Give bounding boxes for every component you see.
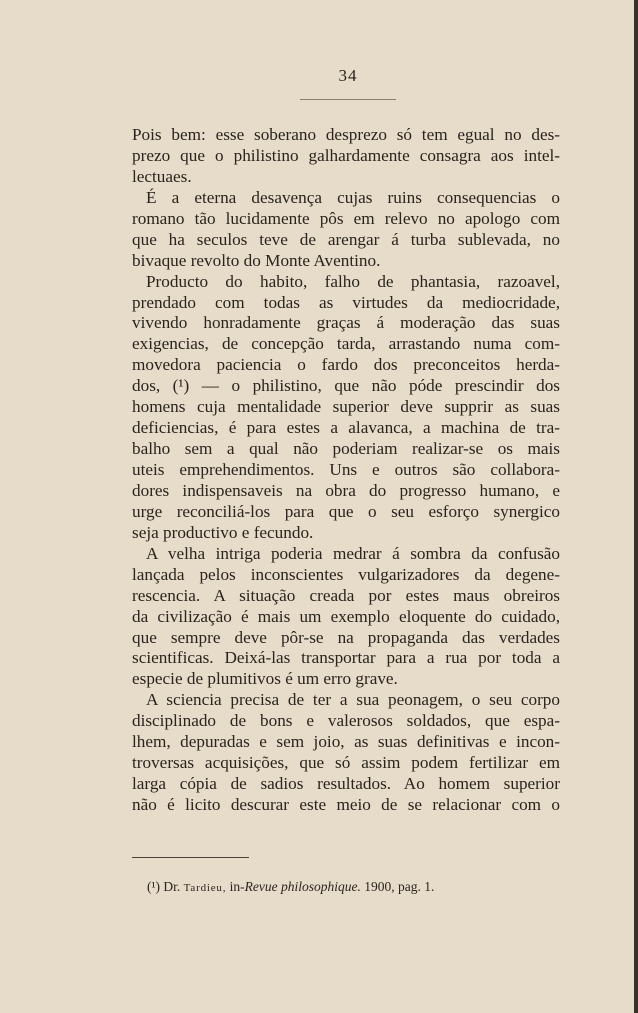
page-number: 34 (338, 66, 358, 85)
text-line: lançada pelos inconscientes vulgarizadores da degene- (132, 564, 560, 584)
text-line: seja productivo e fecundo. (132, 522, 314, 542)
text-line: A sciencia precisa de ter a sua peonagem, o seu corpo (146, 690, 560, 710)
page-edge (634, 0, 638, 1013)
text-line: uteis emprehendimentos. Uns e outros são collabora- (132, 460, 560, 479)
text-line: troversas acquisições, que só assim podem fertilizar em (132, 753, 560, 773)
text-line: romano tão lucidamente pôs em relevo no apologo com (132, 208, 560, 228)
text-line: dores indispensaveis na obra do progresso humano, e (132, 480, 560, 500)
text-line: balho sem a qual não poderiam realizar-se os mais (132, 439, 560, 459)
text-line: prendado com todas as virtudes da mediocridade, (132, 292, 560, 312)
text-line: Pois bem: esse soberano desprezo só tem egual no des- (132, 125, 560, 144)
text-line: deficiencias, é para estes a alavanca, a machina de tra- (132, 418, 560, 438)
text-line: scientificas. Deixá-las transportar para a rua por toda a (132, 648, 560, 668)
text-line: Producto do habito, falho de phantasia, razoavel, (146, 271, 560, 291)
text-line: homens cuja mentalidade superior deve supprir as suas (132, 397, 560, 417)
text-line: A velha intriga poderia medrar á sombra da confusão (146, 543, 560, 563)
text-line: lhem, depuradas e sem joio, as suas definitivas e incon- (132, 732, 560, 752)
text-line: especie de plumitivos é um erro grave. (132, 669, 398, 689)
text-line: movedora paciencia o fardo dos preconceitos herda- (132, 355, 560, 375)
text-line: que sempre deve pôr-se na propaganda das verdades (132, 627, 560, 647)
text-line: bivaque revolto do Monte Aventino. (132, 250, 381, 270)
text-line: não é licito descurar este meio de se relacionar com o (132, 795, 560, 814)
footnote-details: 1900, pag. 1. (364, 879, 435, 894)
text-line: vivendo honradamente graças á moderação das suas (132, 313, 560, 333)
footnote-in: in- (229, 879, 245, 894)
text-line: exigencias, de concepção tarda, arrastando numa com- (132, 334, 560, 354)
footnote (147, 878, 567, 897)
text-line: É a eterna desavença cujas ruins consequencias o (146, 187, 560, 207)
text-line: lectuaes. (132, 166, 192, 186)
text-line: da civilização é mais um exemplo eloquente do cuidado, (132, 606, 560, 626)
footnote-rule (132, 857, 249, 858)
text-line: disciplinado de bons e valerosos soldados, que espa- (132, 711, 560, 731)
footnote-marker: (¹) (147, 879, 161, 894)
footnote-author: Tardieu, (183, 882, 227, 894)
text-line: dos, (¹) — o philistino, que não póde prescindir dos (132, 376, 560, 396)
footnote-journal: Revue philosophique. (244, 879, 361, 894)
text-line: rescencia. A situação creada por estes maus obreiros (132, 585, 560, 605)
text-line: urge reconciliá-los para que o seu esforço synergico (132, 501, 560, 521)
footnote-prefix: Dr. (163, 879, 181, 894)
text-line: que ha seculos teve de arengar á turba sublevada, no (132, 229, 560, 249)
text-line: prezo que o philistino galhardamente consagra aos intel- (132, 145, 560, 165)
text-line: larga cópia de sadios resultados. Ao homem superior (132, 774, 560, 794)
body-text (132, 125, 560, 816)
page-number-rule (300, 99, 396, 100)
